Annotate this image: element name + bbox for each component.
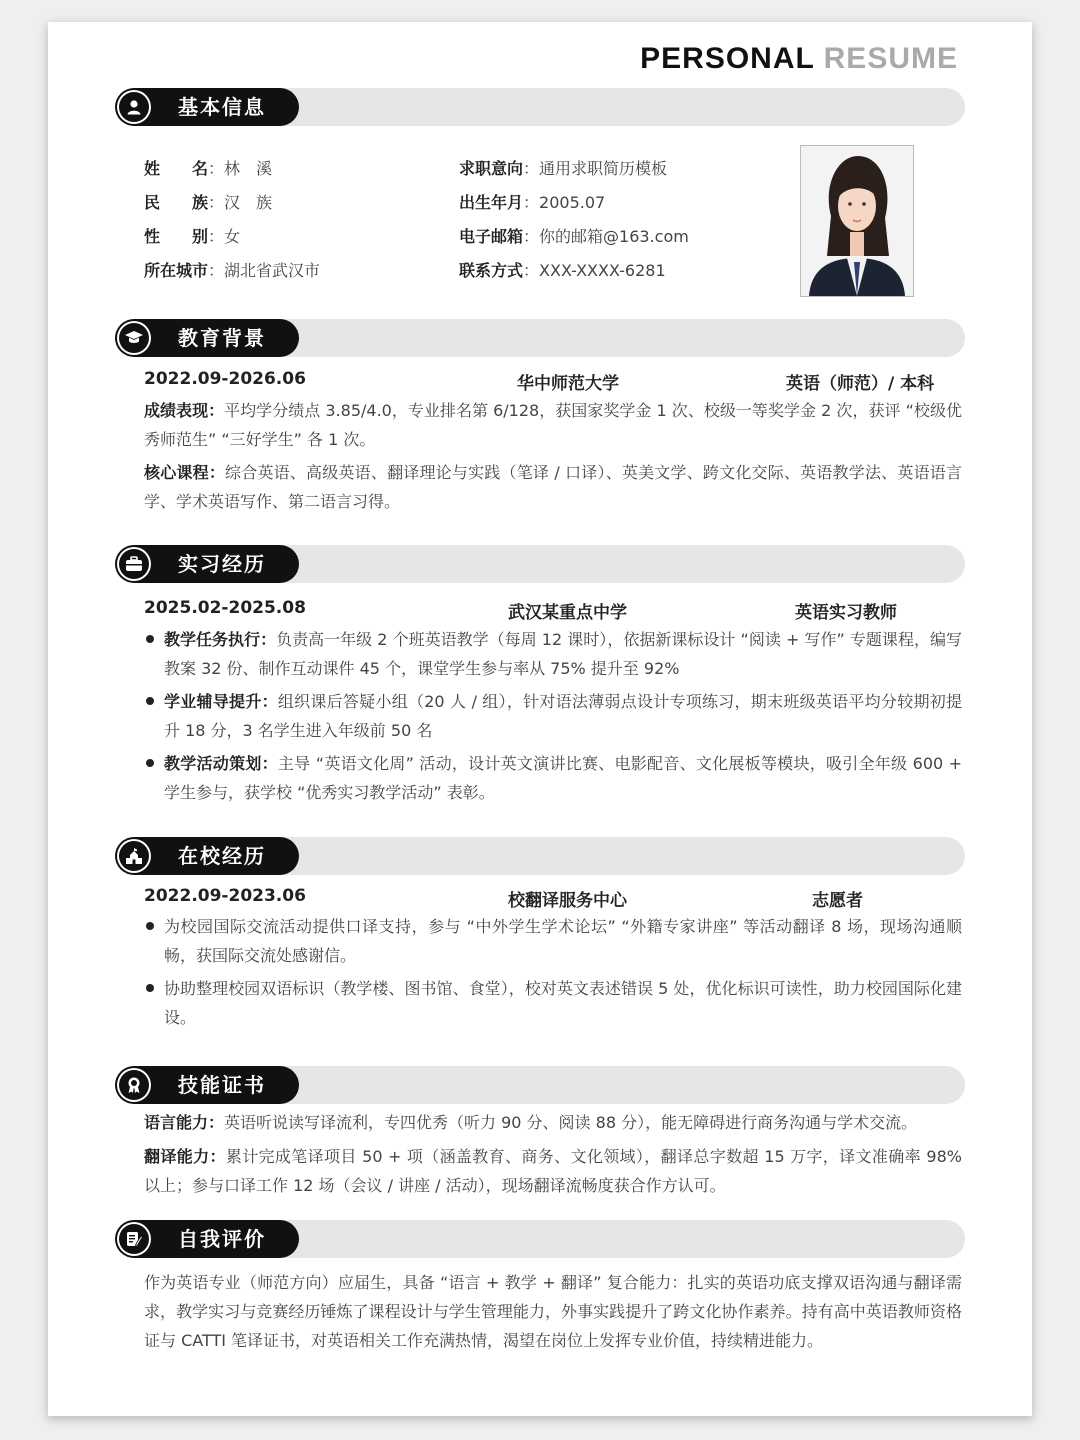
section-header-education bbox=[115, 319, 965, 357]
section-header-campus bbox=[115, 837, 965, 875]
internship-bullet: 教学活动策划：主导 “英语文化周” 活动，设计英文演讲比赛、电影配音、文化展板等模块，吸引全年级 600 + 学生参与，获学校 “优秀实习教学活动” 表彰。 bbox=[144, 749, 962, 807]
award-icon bbox=[119, 1070, 149, 1100]
internship-bullet: 教学任务执行：负责高一年级 2 个班英语教学（每周 12 课时），依据新课标设计 “阅读 + 写作” 专题课程，编写教案 32 份、制作互动课件 45 个，课堂学生参与率从 75% 提升至 92% bbox=[144, 625, 962, 683]
email-field: 电子邮箱：你的邮箱@163.com bbox=[459, 227, 689, 246]
skills-language: 语言能力：英语听说读写译流利，专四优秀（听力 90 分、阅读 88 分），能无障碍进行商务沟通与学术交流。 bbox=[144, 1113, 918, 1132]
resume-page bbox=[48, 22, 1032, 1416]
briefcase-icon bbox=[119, 549, 149, 579]
name-field: 姓 名：林 溪 bbox=[144, 159, 273, 178]
section-title: 自我评价 bbox=[178, 1227, 266, 1251]
internship-date: 2025.02-2025.08 bbox=[144, 598, 306, 618]
campus-date: 2022.09-2023.06 bbox=[144, 886, 306, 906]
education-school: 华中师范大学 bbox=[517, 374, 619, 394]
graduation-cap-icon bbox=[119, 323, 149, 353]
campus-role: 志愿者 bbox=[812, 891, 863, 911]
internship-bullet: 学业辅导提升：组织课后答疑小组（20 人 / 组），针对语法薄弱点设计专项练习，期末班级英语平均分较期初提升 18 分，3 名学生进入年级前 50 名 bbox=[144, 687, 962, 745]
internship-row bbox=[144, 598, 952, 622]
section-header-skills bbox=[115, 1066, 965, 1104]
section-title: 技能证书 bbox=[178, 1073, 266, 1097]
education-courses: 核心课程：综合英语、高级英语、翻译理论与实践（笔译 / 口译）、英美文学、跨文化交际、英语教学法、英语语言学、学术英语写作、第二语言习得。 bbox=[144, 463, 962, 511]
school-building-icon bbox=[119, 841, 149, 871]
campus-row bbox=[144, 886, 952, 910]
education-row bbox=[144, 369, 952, 393]
resume-title: PERSONAL RESUME bbox=[640, 42, 958, 75]
campus-org: 校翻译服务中心 bbox=[508, 891, 627, 911]
education-major: 英语（师范）/ 本科 bbox=[786, 374, 935, 394]
intent-field: 求职意向：通用求职简历模板 bbox=[459, 159, 668, 178]
section-title: 基本信息 bbox=[178, 95, 266, 119]
phone-field: 联系方式：XXX-XXXX-6281 bbox=[459, 261, 666, 280]
campus-bullet: 协助整理校园双语标识（教学楼、图书馆、食堂），校对英文表述错误 5 处，优化标识可读性，助力校园国际化建设。 bbox=[144, 974, 962, 1032]
section-title: 实习经历 bbox=[178, 552, 266, 576]
birth-field: 出生年月：2005.07 bbox=[459, 193, 606, 212]
section-header-self bbox=[115, 1220, 965, 1258]
section-title: 教育背景 bbox=[178, 326, 266, 350]
campus-bullet: 为校园国际交流活动提供口译支持，参与 “中外学生学术论坛” “外籍专家讲座” 等活动翻译 8 场，现场沟通顺畅，获国际交流处感谢信。 bbox=[144, 912, 962, 970]
profile-photo bbox=[800, 145, 914, 297]
internship-org: 武汉某重点中学 bbox=[508, 603, 627, 623]
skills-translation: 翻译能力：累计完成笔译项目 50 + 项（涵盖教育、商务、文化领域），翻译总字数超 15 万字，译文准确率 98% 以上；参与口译工作 12 场（会议 / 讲座 / 活动），现场翻译流畅度获合作方认可。 bbox=[144, 1147, 962, 1195]
edit-document-icon bbox=[119, 1224, 149, 1254]
self-evaluation-text: 作为英语专业（师范方向）应届生，具备 “语言 + 教学 + 翻译” 复合能力：扎实的英语功底支撑双语沟通与翻译需求，教学实习与竞赛经历锤炼了课程设计与学生管理能力，外事实践提升了跨文化协作素养。持有高中英语教师资格证与 CATTI 笔译证书，对英语相关工作充满热情，渴望在岗位上发挥专业价值，持续精进能力。 bbox=[144, 1273, 962, 1350]
city-field: 所在城市：湖北省武汉市 bbox=[144, 261, 321, 280]
education-date: 2022.09-2026.06 bbox=[144, 369, 306, 389]
gender-field: 性 别：女 bbox=[144, 227, 241, 246]
ethnic-field: 民 族：汉 族 bbox=[144, 193, 273, 212]
section-header-basic bbox=[115, 88, 965, 126]
internship-role: 英语实习教师 bbox=[795, 603, 897, 623]
education-grades: 成绩表现：平均学分绩点 3.85/4.0，专业排名第 6/128，获国家奖学金 1 次、校级一等奖学金 2 次，获评 “校级优秀师范生” “三好学生” 各 1 次。 bbox=[144, 401, 962, 449]
user-icon bbox=[119, 92, 149, 122]
section-title: 在校经历 bbox=[178, 844, 266, 868]
section-header-internship bbox=[115, 545, 965, 583]
